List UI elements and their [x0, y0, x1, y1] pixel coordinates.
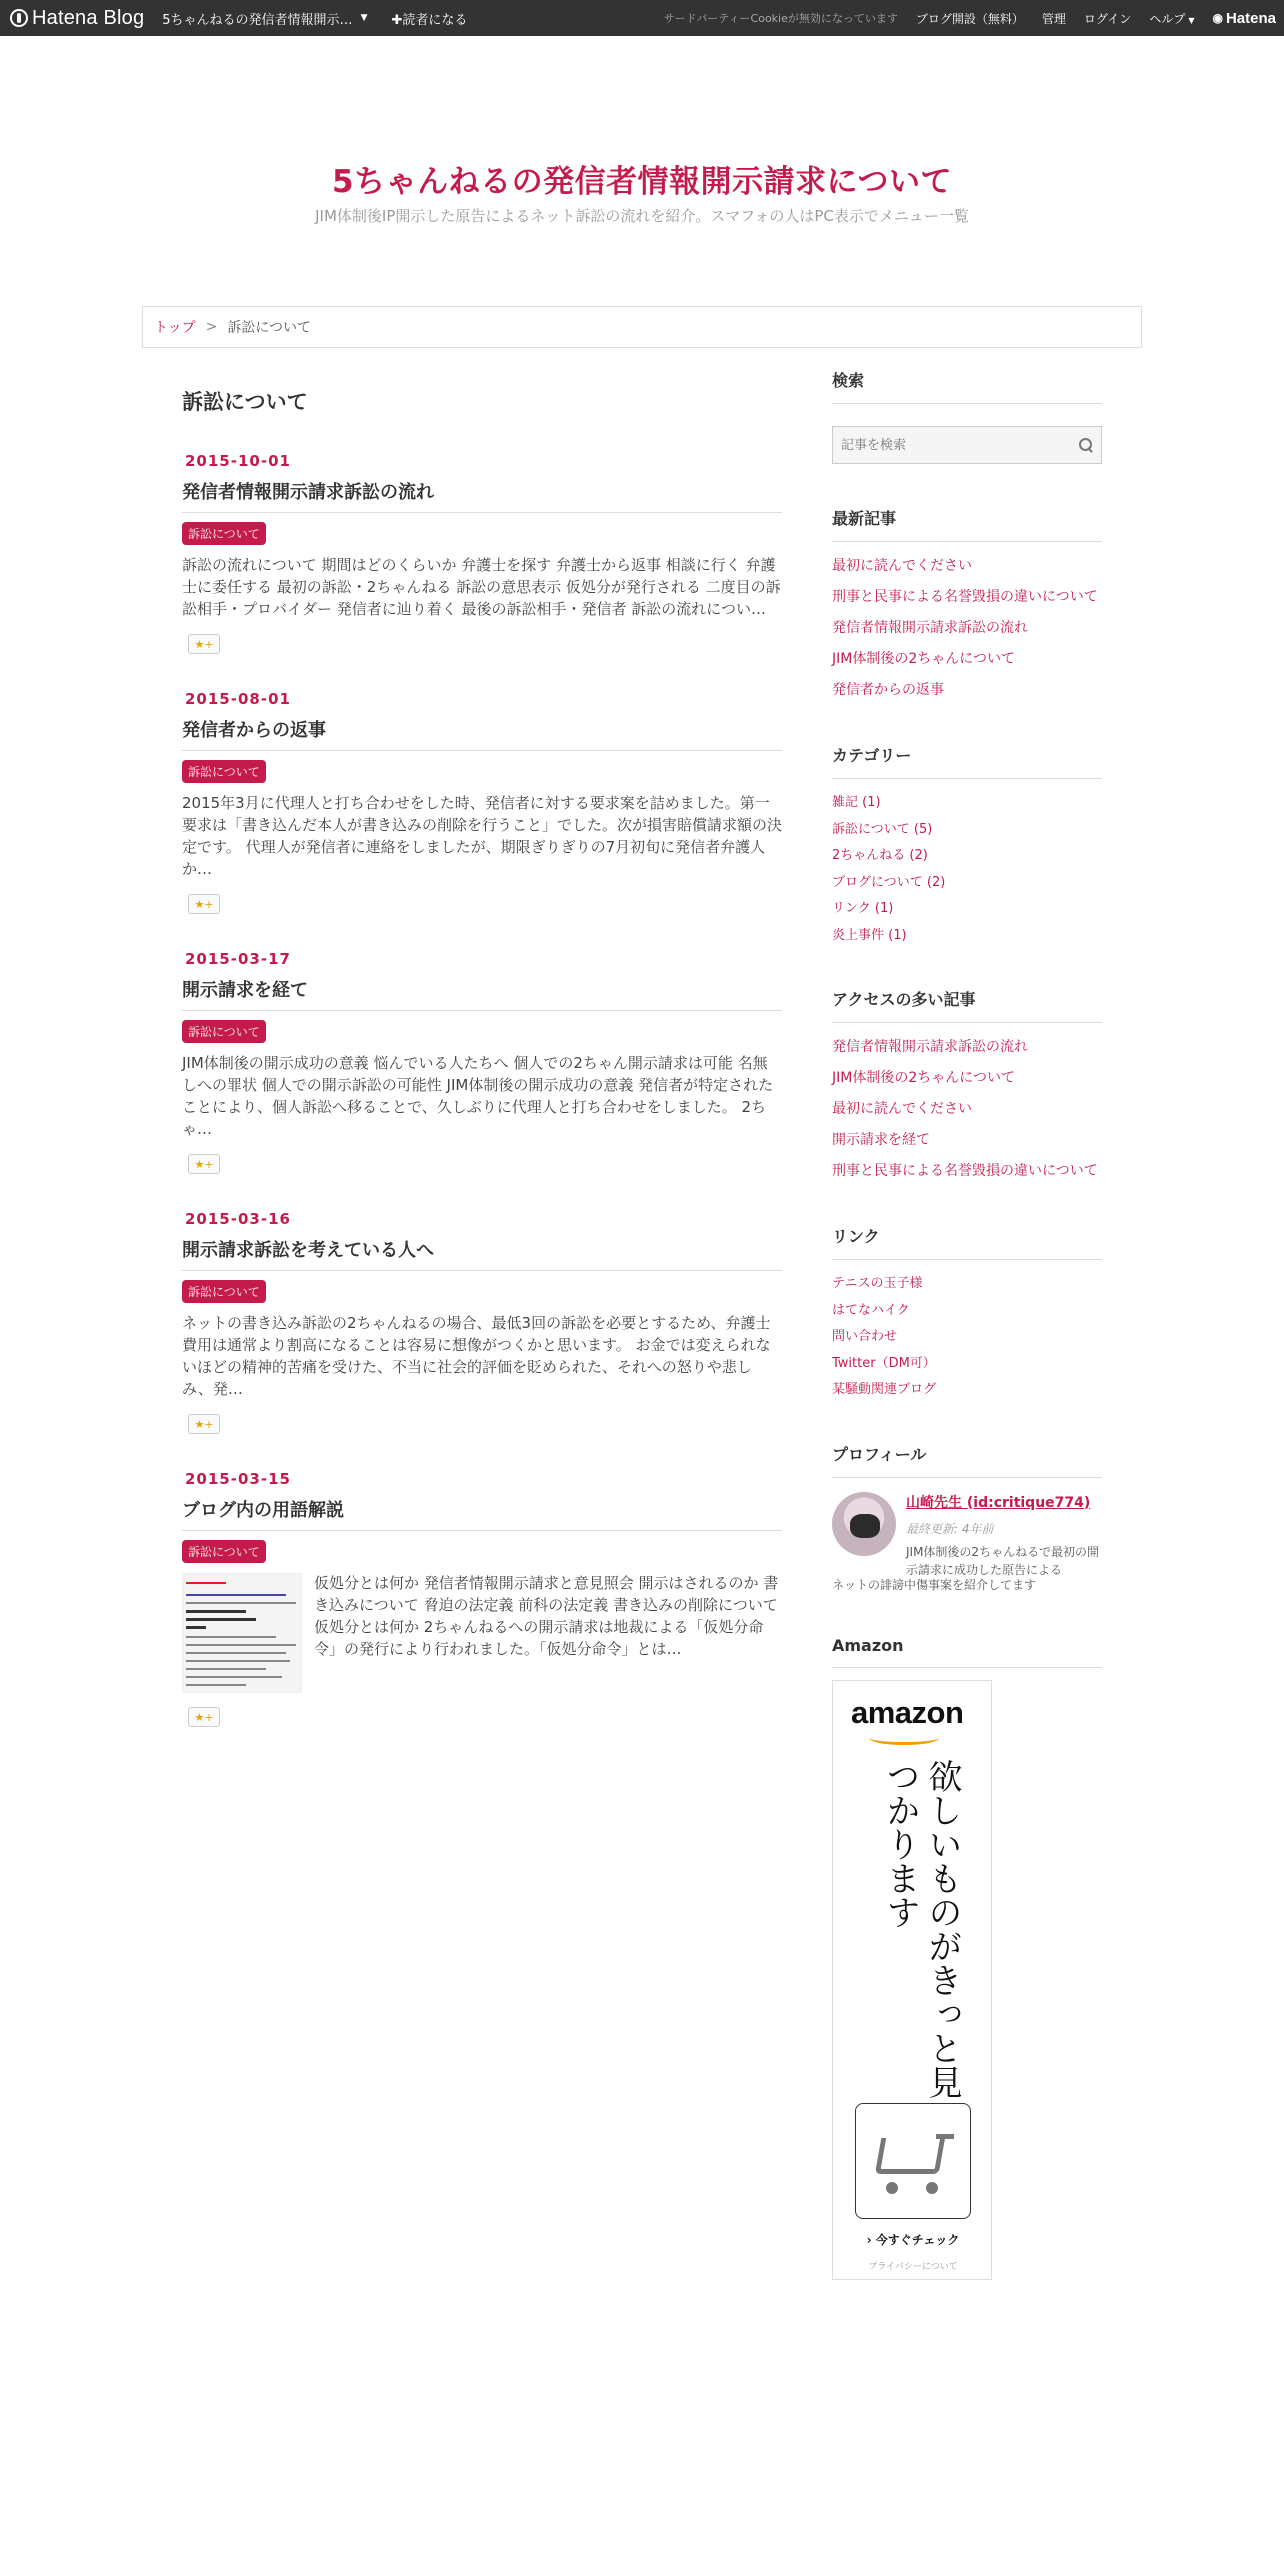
entry: [182, 1470, 782, 1727]
hatena-logo[interactable]: ◉ Hatena: [1212, 9, 1276, 27]
module-title: 最新記事: [832, 506, 1102, 542]
external-link[interactable]: 某騒動関連ブログ: [832, 1382, 937, 1397]
profile-description: JIM体制後の2ちゃんねるで最初の開示請求に成功した原告による: [906, 1544, 1099, 1577]
chevron-down-icon: ▼: [1188, 15, 1195, 25]
search-icon[interactable]: [1079, 438, 1093, 452]
category-link[interactable]: 訴訟について (5): [832, 821, 933, 837]
hatena-blog-icon: [10, 9, 28, 27]
search-form: [832, 426, 1102, 464]
profile-module: [832, 1442, 1102, 1594]
chevron-down-icon: ▼: [360, 13, 368, 23]
search-input[interactable]: [841, 438, 1079, 453]
entry: [182, 452, 782, 654]
breadcrumb-top-link[interactable]: トップ: [154, 320, 196, 336]
entry-date[interactable]: 2015-10-01: [185, 452, 291, 470]
recent-entry-link[interactable]: JIM体制後の2ちゃんについて: [832, 651, 1015, 667]
module-title: 検索: [832, 368, 1102, 404]
admin-link[interactable]: 管理: [1041, 11, 1066, 26]
login-link[interactable]: ログイン: [1083, 11, 1132, 26]
entry-date[interactable]: 2015-03-15: [185, 1470, 291, 1489]
entry-excerpt: 2015年3月に代理人と打ち合わせをした時、発信者に対する要求案を詰めました。第一要求は「書き込んだ本人が書き込みの削除を行うこと」でした。次が損害賠償請求額の決定です。 代理人が発信者に連絡をしましたが、期限ぎりぎりの7月初旬に発信者弁護人か…: [182, 794, 783, 878]
category-link[interactable]: リンク (1): [832, 901, 894, 916]
add-star-button[interactable]: ★+: [188, 1154, 220, 1174]
header-right: [664, 10, 1284, 27]
entry-date[interactable]: 2015-03-16: [185, 1210, 291, 1229]
recent-entry-link[interactable]: 発信者からの返事: [832, 682, 944, 698]
breadcrumb: [142, 306, 1142, 348]
entry: [182, 690, 782, 914]
subscribe-button[interactable]: ✚読者になる: [391, 12, 468, 28]
entry-title[interactable]: 開示請求を経て: [182, 976, 782, 1011]
entry-date[interactable]: 2015-08-01: [185, 690, 291, 709]
popular-entry-link[interactable]: 開示請求を経て: [832, 1132, 930, 1148]
recent-entry-link[interactable]: 刑事と民事による名誉毀損の違いについて: [832, 589, 1098, 605]
search-module: [832, 368, 1102, 464]
module-title: カテゴリー: [832, 743, 1102, 779]
category-badge[interactable]: 訴訟について: [182, 522, 266, 545]
cookie-notice[interactable]: サードパーティーCookieが無効になっています: [663, 12, 898, 25]
breadcrumb-separator: >: [205, 319, 218, 335]
avatar[interactable]: [832, 1492, 896, 1556]
amazon-check-now-link[interactable]: › 今すぐチェック: [866, 2232, 960, 2247]
recent-entry-link[interactable]: 発信者情報開示請求訴訟の流れ: [832, 620, 1028, 636]
sidebar: [832, 368, 1102, 2322]
external-link[interactable]: テニスの玉子様: [832, 1276, 923, 1291]
external-link[interactable]: 問い合わせ: [832, 1329, 898, 1344]
category-badge[interactable]: 訴訟について: [182, 760, 266, 783]
cart-icon: [855, 2103, 971, 2219]
blog-description: JIM体制後IP開示した原告によるネット訴訟の流れを紹介。スマフォの人はPC表示でメニュー一覧: [315, 207, 969, 225]
hatena-icon: ◉: [1212, 11, 1223, 25]
start-blog-link[interactable]: ブログ開設（無料）: [915, 11, 1024, 26]
entry-excerpt: 仮処分とは何か 発信者情報開示請求と意見照会 開示はされるのか 書き込みについて 脅迫の法定義 前科の法定義 書き込みの削除について 仮処分とは何か 2ちゃんねるへの開示請求は地裁による「仮処分命令」の発行により行われました。「仮処分命令」とは…: [182, 1573, 782, 1693]
category-link[interactable]: 2ちゃんねる (2): [832, 848, 928, 863]
blog-name-dropdown[interactable]: 5ちゃんねるの発信者情報開示… ▼: [162, 12, 368, 28]
add-star-button[interactable]: ★+: [188, 1707, 220, 1727]
entry-excerpt: ネットの書き込み訴訟の2ちゃんねるの場合、最低3回の訴訟を必要とするため、弁護士費用は通常より割高になることは容易に想像がつくかと思います。 お金では変えられないほどの精神的苦痛を受けた、不当に社会的評価を貶められた、それへの怒りや悲しみ、発…: [182, 1314, 771, 1398]
amazon-logo: amazon: [851, 1694, 964, 1730]
module-title: プロフィール: [832, 1442, 1102, 1478]
blog-title[interactable]: 5ちゃんねるの発信者情報開示請求について: [332, 164, 952, 200]
breadcrumb-current: 訴訟について: [227, 320, 312, 336]
help-dropdown[interactable]: ヘルプ ▼: [1149, 11, 1195, 26]
entry-title[interactable]: 発信者からの返事: [182, 716, 782, 751]
entry: [182, 1210, 782, 1434]
amazon-privacy-link[interactable]: プライバシーについて: [868, 2261, 958, 2272]
entry-title[interactable]: 発信者情報開示請求訴訟の流れ: [182, 478, 782, 513]
add-star-button[interactable]: ★+: [188, 894, 220, 914]
amazon-smile-icon: [869, 1731, 939, 1745]
external-link[interactable]: Twitter（DM可）: [832, 1355, 936, 1371]
external-link[interactable]: はてなハイク: [832, 1302, 910, 1318]
entry-thumbnail[interactable]: [182, 1573, 302, 1693]
profile-description-cont: ネットの誹謗中傷事案を紹介してます: [832, 1577, 1037, 1592]
module-title: アクセスの多い記事: [832, 987, 1102, 1023]
category-badge[interactable]: 訴訟について: [182, 1280, 266, 1303]
profile-last-updated: 最終更新: 4年前: [906, 1521, 994, 1536]
category-link[interactable]: 雑記 (1): [832, 795, 881, 810]
category-link[interactable]: ブログについて (2): [832, 874, 946, 890]
profile-name-link[interactable]: 山崎先生 (id:critique774): [906, 1494, 1091, 1511]
recent-entries-module: [832, 506, 1102, 701]
recent-entry-link[interactable]: 最初に読んでください: [832, 558, 972, 574]
amazon-module: [832, 1636, 1102, 2280]
entry: [182, 950, 782, 1174]
global-header: [0, 0, 1284, 36]
entry-excerpt: 訴訟の流れについて 期間はどのくらいか 弁護士を探す 弁護士から返事 相談に行く 弁護士に委任する 最初の訴訟・2ちゃんねる 訴訟の意思表示 仮処分が発行される 二度目の訴訟相手・プロバイダー 発信者に辿り着く 最後の訴訟相手・発信者 訴訟の流れについ…: [182, 556, 781, 618]
main-content: [182, 380, 782, 1727]
category-module: [832, 743, 1102, 945]
add-star-button[interactable]: ★+: [188, 634, 220, 654]
links-module: [832, 1224, 1102, 1400]
entry-excerpt: JIM体制後の開示成功の意義 悩んでいる人たちへ 個人での2ちゃん開示請求は可能 名無しへの罪状 個人での開示訴訟の可能性 JIM体制後の開示成功の意義 発信者が特定されたことにより、個人訴訟へ移ることで、久しぶりに代理人と打ち合わせをしました。 2ちゃ…: [182, 1054, 774, 1138]
popular-entry-link[interactable]: JIM体制後の2ちゃんについて: [832, 1070, 1015, 1086]
entry-title[interactable]: ブログ内の用語解説: [182, 1496, 782, 1531]
entry-title[interactable]: 開示請求訴訟を考えている人へ: [182, 1236, 782, 1271]
popular-entries-module: [832, 987, 1102, 1182]
popular-entry-link[interactable]: 発信者情報開示請求訴訟の流れ: [832, 1039, 1028, 1055]
entry-date[interactable]: 2015-03-17: [185, 950, 291, 969]
category-badge[interactable]: 訴訟について: [182, 1020, 266, 1043]
archive-heading: 訴訟について: [182, 390, 308, 414]
amazon-ad-banner[interactable]: [832, 1680, 992, 2280]
category-link[interactable]: 炎上事件 (1): [832, 927, 907, 943]
module-title: リンク: [832, 1224, 1102, 1260]
popular-entry-link[interactable]: 最初に読んでください: [832, 1101, 972, 1117]
module-title: Amazon: [832, 1636, 1102, 1668]
add-star-button[interactable]: ★+: [188, 1414, 220, 1434]
hatena-blog-logo[interactable]: Hatena Blog: [10, 7, 144, 30]
popular-entry-link[interactable]: 刑事と民事による名誉毀損の違いについて: [832, 1163, 1098, 1179]
amazon-ad-copy: 欲しいものがきっと見つかります: [880, 1758, 962, 2099]
category-badge[interactable]: 訴訟について: [182, 1540, 266, 1563]
